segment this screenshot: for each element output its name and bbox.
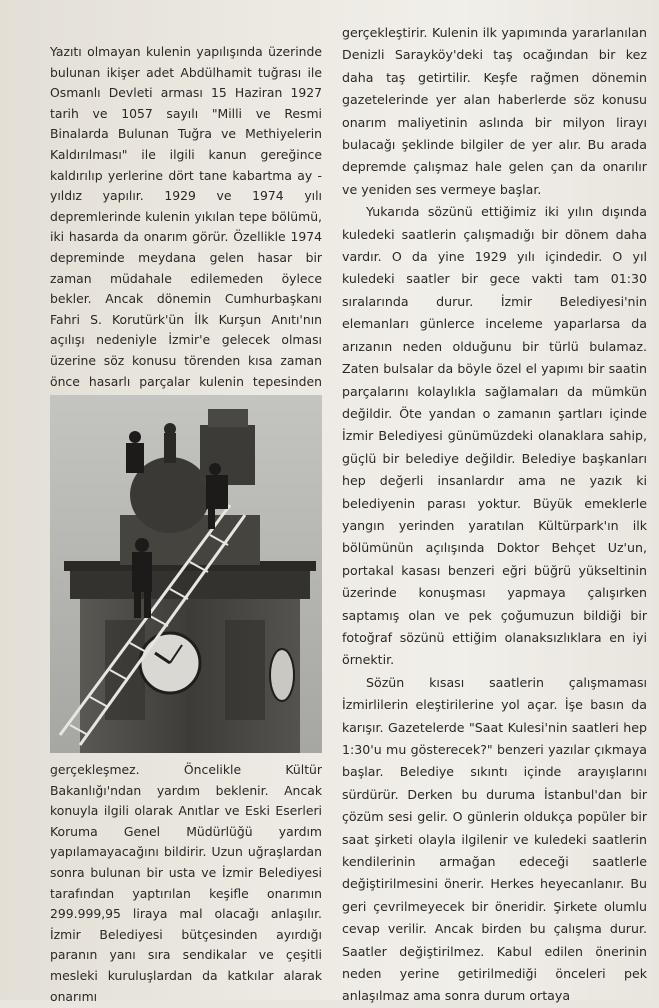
left-column-bottom — [50, 760, 322, 1007]
right-paragraph-3: Sözün kısası saatlerin çalışmaması İzmirlilerin eleştirilerine yol açar. İşe basın da karışır. Gazetelerde "Saat Kulesi'nin saatleri hep 1:30'u mu gösterecek?" benzeri yazılar çıkmaya başlar. Belediye sıkıntı içinde arayışlarını sürdürür. Derken bu duruma İstanbul'dan bir çözüm sesi gelir. O günlerin oldukça popüler bir saat şirketi olayla ilgilenir ve kuledeki saatlerin kendilerinin armağan edeceği saatlerle değiştirilmesini önerir. Herkes heyecanlanır. Bu geri çevrilmeyecek bir öneridir. Şirkete olumlu cevap verilir. Ancak birden bu çalışma durur. Saatler değiştirilmez. Kabul edilen önerinin neden yerine getirilmediği önceleri pek anlaşılmaz ama sonra durum ortaya — [342, 674, 647, 1004]
right-column — [342, 22, 647, 1008]
right-paragraph-1: gerçekleştirir. Kulenin ilk yapımında yararlanılan Denizli Sarayköy'deki taş ocağından bir kez daha taş getirtilir. Keşfe rağmen dönemin gazetelerinde yer alan haberlerde söz konusu onarım maliyetinin aslında bir milyon lirayı bulacağı şeklinde bilgiler de yer alır. Bu arada depremde çalışmaz hale gelen çan da onarılır ve yeniden ses vermeye başlar. — [342, 25, 647, 197]
left-paragraph-2: gerçekleşmez. Öncelikle Kültür Bakanlığı'ndan yardım beklenir. Ancak konuyla ilgili olarak Anıtlar ve Eski Eserleri Koruma Genel Müdürlüğü yardım yapılamayacağını bildirir. Uzun uğraşlardan sonra bulunan bir usta ve İzmir Belediyesi tarafından yaptırılan keşifle onarımın 299.999,95 liraya mal olacağı anlaşılır. İzmir Belediyesi bütçesinden ayırdığı paranın yanı sıra sendikalar ve çeşitli mesleki kuruluşlardan da katkılar alarak onarımı — [50, 762, 322, 1004]
left-column-top — [50, 42, 322, 413]
left-paragraph-1: Yazıtı olmayan kulenin yapılışında üzerinde bulunan ikişer adet Abdülhamit tuğrası ile Osmanlı Devleti arması 15 Haziran 1927 tarih ve 1057 sayılı "Milli ve Resmi Binalarda Bulunan Tuğra ve Methiyelerin Kaldırılması" ile ilgili kanun gereğince kaldırılıp yerlerine dört tane kabartma ay - yıldız yapılır. 1929 ve 1974 yılı depremlerinde kulenin yıkılan tepe bölümü, iki hasarda da onarım görür. Özellikle 1974 depreminde meydana gelen hasar bir zaman müdahale edilemeden öylece bekler. Ancak dönemin Cumhurbaşkanı Fahri S. Korutürk'ün İlk Kurşun Anıtı'nın açılışı nedeniyle İzmir'e gelecek olması üzerine söz konusu törenden kısa zaman önce hasarlı parçalar kulenin tepesinden — [50, 44, 322, 389]
clock-tower-photo-drawing — [50, 395, 322, 753]
clock-tower-repair-photo — [50, 395, 322, 753]
right-paragraph-2: Yukarıda sözünü ettiğimiz iki yılın dışında kuledeki saatlerin çalışmadığı bir dönem daha vardır. O da yine 1929 yılı içindedir. O yıl kuledeki saatler bir gece vakti tam 01:30 sıralarında durur. İzmir Belediyesi'nin elemanları günlerce inceleme yaparlarsa da arızanın neden olduğunu bir türlü bulamaz. Zaten bulsalar da böyle özel el yapımı bir saatin parçalarını kolaylıkla sağlamaları da mümkün değildir. Öte yandan o zamanın şartları içinde İzmir Belediyesi günümüzdeki olanaklara sahip, güçlü bir belediye değildir. Belediye başkanları hep değerli insanlardır ama ne yazık ki belediyenin parası yoktur. Büyük emeklerle yangın yerinden yaratılan Kültürpark'ın ilk bölümünün açılışında Doktor Behçet Uz'un, portakal kasası benzeri eğri büğrü yükseltinin üzerinde konuşması yapmaya çalışırken saptamış olan ve pek çoğumuzun bildiği bir fotoğraf sözünü ettiğim olanaksızlıklara en iyi örnektir. — [342, 204, 647, 668]
